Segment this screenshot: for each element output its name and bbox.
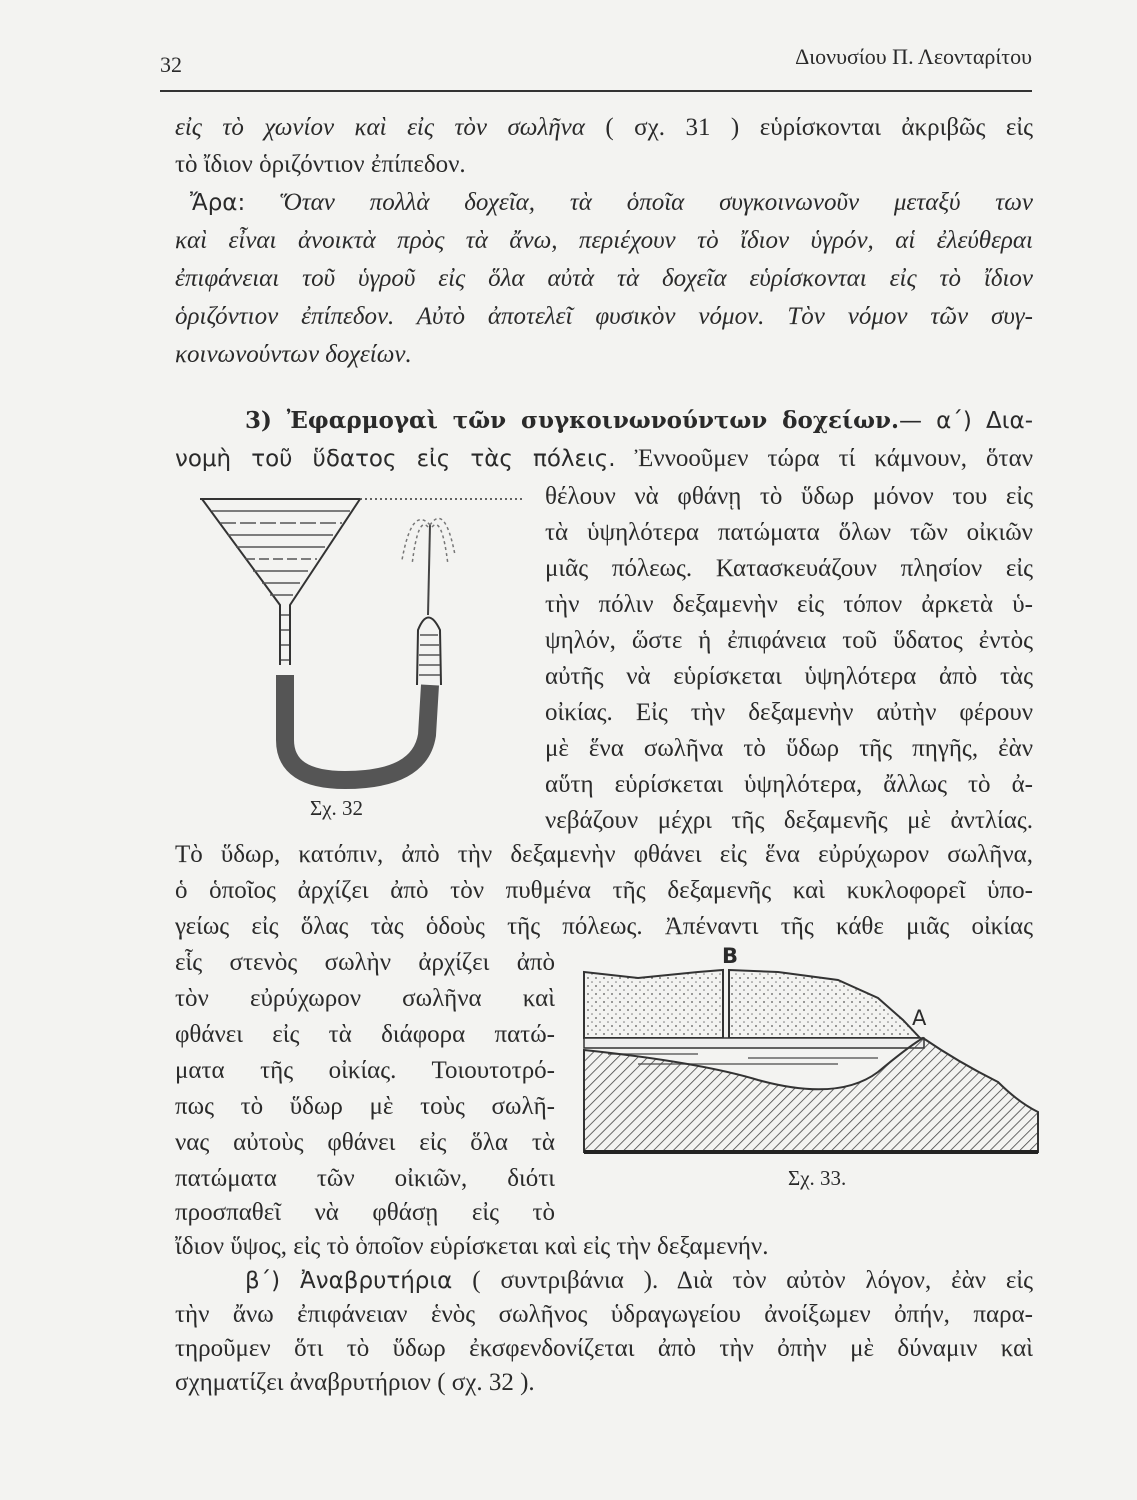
- narrow-line: προσπαθεῖ νὰ φθάσῃ εἰς τὸ: [175, 1199, 555, 1226]
- figure-32-communicating-vessels: [190, 485, 530, 790]
- figure-33-label-b: B: [722, 944, 739, 968]
- side-line: αὐτῆς νὰ εὑρίσκεται ὑψηλότερα ἀπὸ τὰς: [545, 663, 1033, 690]
- text: Ἐννοοῦμεν τώρα τί κάμνουν, ὅταν: [634, 445, 1033, 472]
- side-line: μιᾶς πόλεως. Κατασκευάζουν πλησίον εἰς: [545, 555, 1033, 582]
- section3-line2: [175, 444, 1033, 474]
- subsection-title: Ἀναβρυτήρια: [300, 1268, 453, 1294]
- section-b-line1: [245, 1266, 1033, 1296]
- full-line: γείως εἰς ὅλας τὰς ὁδοὺς τῆς πόλεως. Ἀπέναντι τῆς κάθε μιᾶς οἰκίας: [175, 913, 1033, 940]
- side-line: μὲ ἕνα σωλῆνα τὸ ὕδωρ τῆς πηγῆς, ἐὰν: [545, 735, 1033, 762]
- section-b-line3: τηροῦμεν ὅτι τὸ ὕδωρ ἐκσφενδονίζεται ἀπὸ τὴν ὀπὴν μὲ δύναμιν καὶ: [175, 1335, 1033, 1362]
- narrow-line: πως τὸ ὕδωρ μὲ τοὺς σωλῆ-: [175, 1093, 555, 1120]
- full-line: ὁ ὁποῖος ἀρχίζει ἀπὸ τὸν πυθμένα τῆς δεξαμενῆς καὶ κυκλοφορεῖ ὑπο-: [175, 877, 1033, 904]
- para2-line1: [190, 188, 1033, 218]
- para1-line1: [175, 113, 1033, 143]
- text: Ὅταν πολλὰ δοχεῖα, τὰ ὁποῖα συγκοινωνοῦν μεταξύ των: [280, 189, 1034, 216]
- figure-33-artesian-well: [578, 968, 1043, 1160]
- text: ( συντριβάνια ). Διὰ τὸν αὐτὸν λόγον, ἐὰν εἰς: [472, 1267, 1034, 1294]
- figure-33-caption: Σχ. 33.: [788, 1166, 847, 1190]
- page-number: 32: [160, 52, 182, 77]
- side-line: τὴν πόλιν δεξαμενὴν εἰς τόπον ἀρκετὰ ὑ-: [545, 591, 1033, 618]
- side-line: ψηλόν, ὥστε ἡ ἐπιφάνεια τοῦ ὕδατος ἐντὸς: [545, 627, 1033, 654]
- narrow-line: τὸν εὐρύχωρον σωλῆνα καὶ: [175, 985, 555, 1012]
- section3-heading-line: [245, 406, 1033, 436]
- side-line: οἰκίας. Εἰς τὴν δεξαμενὴν αὐτὴν φέρουν: [545, 699, 1033, 726]
- para2-line3: ἐπιφάνειαι τοῦ ὑγροῦ εἰς ὅλα αὐτὰ τὰ δοχεῖα εὑρίσκονται εἰς τὸ ἴδιον: [175, 265, 1033, 292]
- section-heading: 3) Ἐφαρμογαὶ τῶν συγκοινωνούντων δοχείων.: [245, 407, 899, 434]
- side-line: νεβάζουν μέχρι τῆς δεξαμενῆς μὲ ἀντλίας.: [545, 807, 1033, 834]
- para2-line4: ὁριζόντιον ἐπίπεδον. Αὐτὸ ἀποτελεῖ φυσικὸν νόμον. Τὸν νόμον τῶν συγ-: [175, 303, 1033, 330]
- full-line: Τὸ ὕδωρ, κατόπιν, ἀπὸ τὴν δεξαμενὴν φθάνει εἰς ἕνα εὐρύχωρον σωλῆνα,: [175, 841, 1033, 868]
- side-line: θέλουν νὰ φθάνῃ τὸ ὕδωρ μόνον του εἰς: [545, 483, 1033, 510]
- text: β΄): [245, 1268, 281, 1294]
- section-b-line4: σχηματίζει ἀναβρυτήριον ( σχ. 32 ).: [175, 1369, 535, 1396]
- figure-32-caption: Σχ. 32: [310, 796, 364, 820]
- full-line: ἴδιον ὕψος, εἰς τὸ ὁποῖον εὑρίσκεται καὶ εἰς τὴν δεξαμενήν.: [175, 1233, 769, 1260]
- narrow-line: εἷς στενὸς σωλὴν ἀρχίζει ἀπὸ: [175, 949, 555, 976]
- text: εἰς τὸ χωνίον καὶ εἰς τὸν σωλῆνα: [175, 114, 585, 141]
- para2-line5: κοινωνούντων δοχείων.: [175, 341, 412, 368]
- side-line: αὕτη εὑρίσκεται ὑψηλότερα, ἄλλως τὸ ἀ-: [545, 771, 1033, 798]
- narrow-line: φθάνει εἰς τὰ διάφορα πατώ-: [175, 1021, 555, 1048]
- running-header-author: Διονυσίου Π. Λεονταρίτου: [795, 44, 1032, 69]
- narrow-line: ματα τῆς οἰκίας. Τοιουτοτρό-: [175, 1057, 555, 1084]
- narrow-line: πατώματα τῶν οἰκιῶν, διότι: [175, 1165, 555, 1192]
- section-b-line2: τὴν ἄνω ἐπιφάνειαν ἑνὸς σωλῆνος ὑδραγωγείου ἀνοίξωμεν ὀπήν, παρα-: [175, 1301, 1033, 1328]
- para2-line2: καὶ εἶναι ἀνοικτὰ πρὸς τὰ ἄνω, περιέχουν τὸ ἴδιον ὑγρόν, αἱ ἐλεύθεραι: [175, 227, 1033, 254]
- figure-33-label-a: A: [912, 1006, 927, 1030]
- side-line: τὰ ὑψηλότερα πατώματα ὅλων τῶν οἰκιῶν: [545, 519, 1033, 546]
- text: νομὴ τοῦ ὕδατος εἰς τὰς πόλεις.: [175, 446, 616, 472]
- text: — α΄) Δια-: [898, 408, 1033, 434]
- text: ( σχ. 31 ) εὑρίσκονται ἀκριβῶς εἰς: [605, 114, 1033, 141]
- header-rule: [160, 90, 1032, 92]
- narrow-line: νας αὐτοὺς φθάνει εἰς ὅλα τὰ: [175, 1129, 555, 1156]
- text: Ἄρα:: [190, 190, 246, 216]
- para1-line2: τὸ ἴδιον ὁριζόντιον ἐπίπεδον.: [175, 151, 466, 178]
